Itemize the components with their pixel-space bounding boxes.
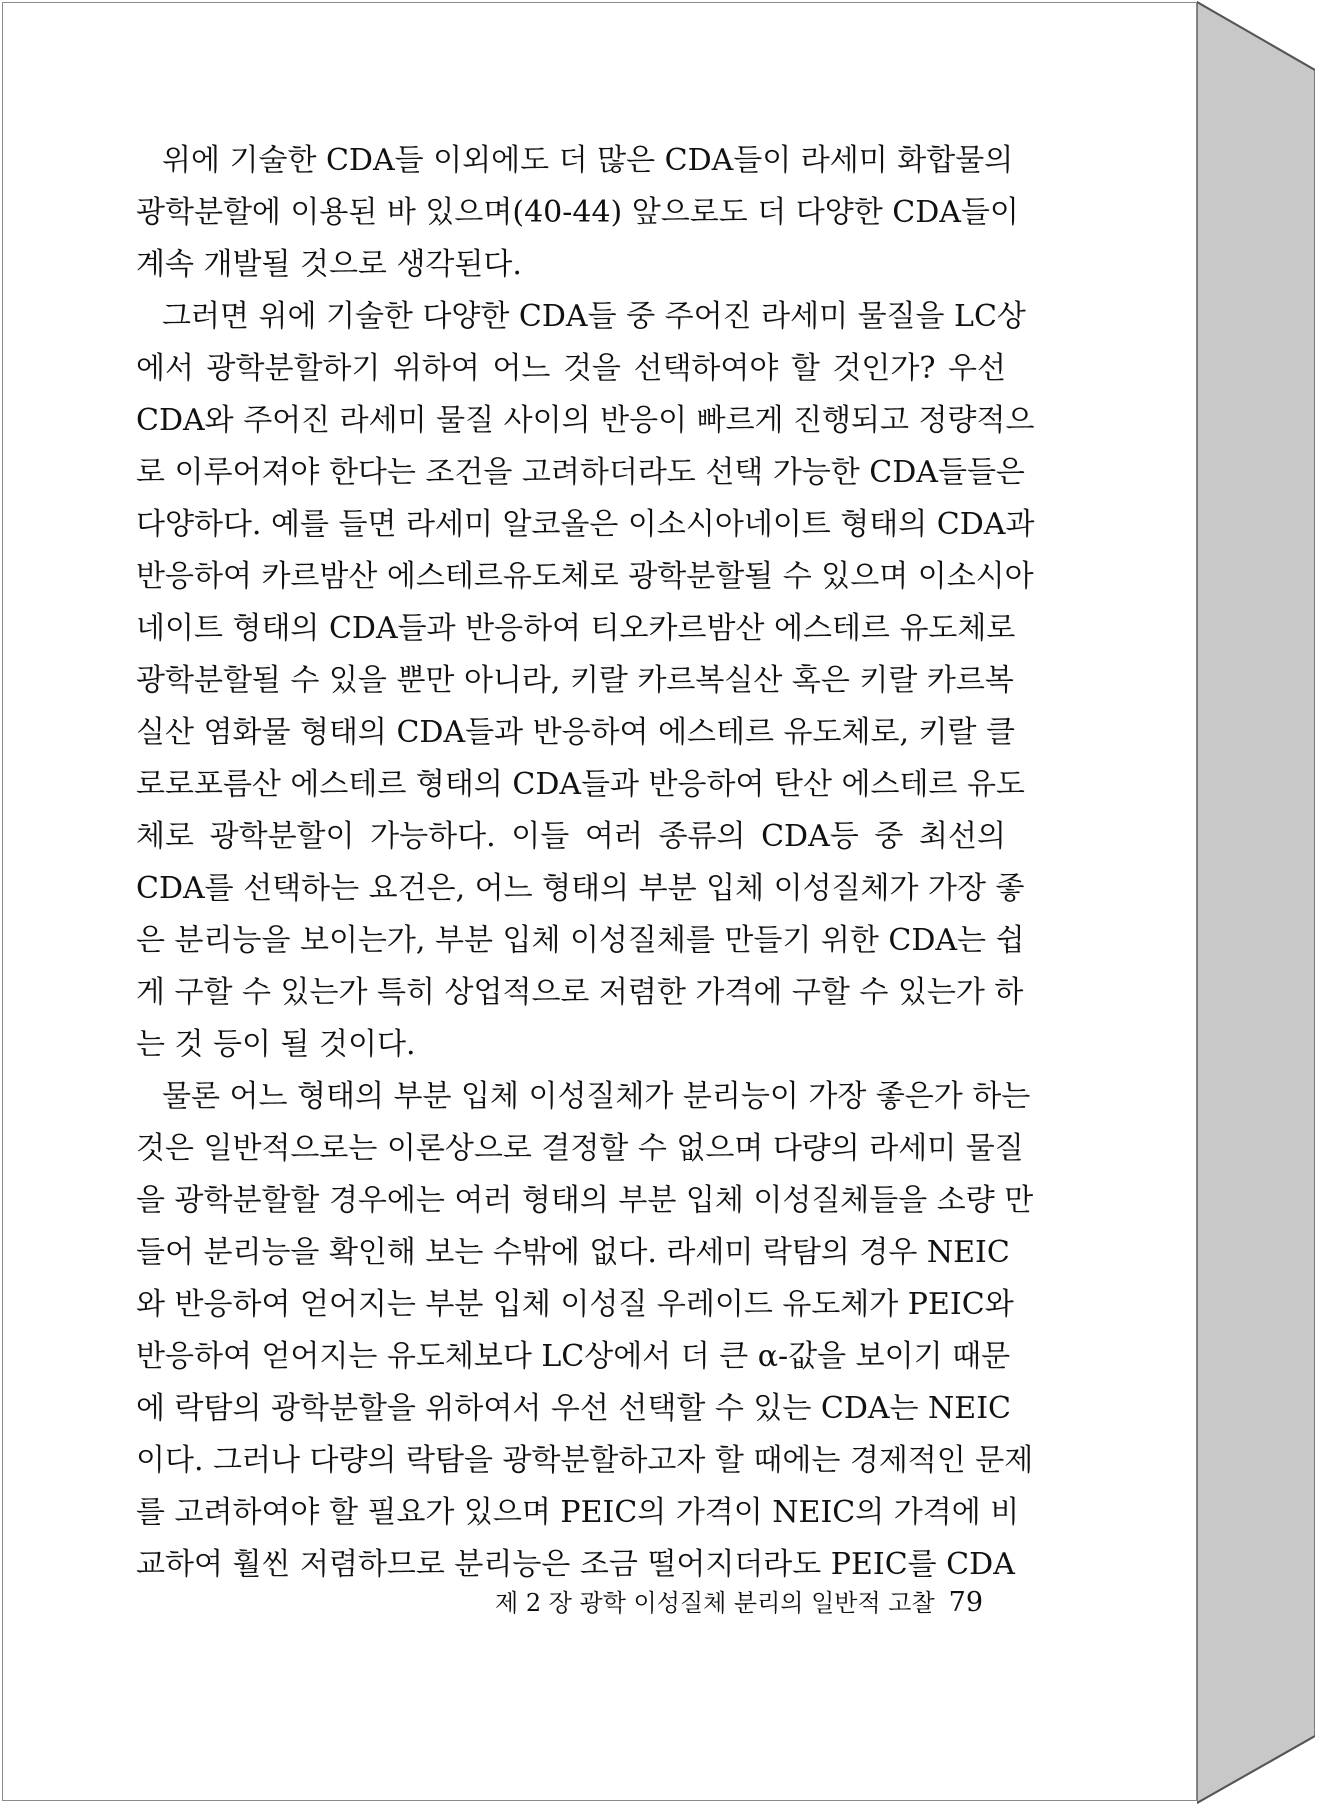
text-line: 게 구할 수 있는가 특히 상업적으로 저렴한 가격에 구할 수 있는가 하 [136,975,1024,1010]
book-page [2,2,1197,1801]
text-line: CDA를 선택하는 요건은, 어느 형태의 부분 입체 이성질체가 가장 좋 [136,871,1025,906]
text-line: 에 락탐의 광학분할을 위하여서 우선 선택할 수 있는 CDA는 NEIC [136,1391,1012,1426]
text-line: 을 광학분할할 경우에는 여러 형태의 부분 입체 이성질체들을 소량 만 [136,1183,1034,1218]
spine-face [1197,2,1315,1803]
book-spine-decoration [1197,0,1315,1806]
text-line: 체로 광학분할이 가능하다. 이들 여러 종류의 CDA등 중 최선의 [136,819,1006,854]
text-line: 와 반응하여 얻어지는 부분 입체 이성질 우레이드 유도체가 PEIC와 [136,1287,1014,1322]
chapter-title: 제 2 장 광학 이성질체 분리의 일반적 고찰 [495,1589,935,1617]
page-footer [473,1583,983,1623]
text-line: 실산 염화물 형태의 CDA들과 반응하여 에스테르 유도체로, 키랄 클 [136,715,1015,750]
text-line: 광학분할될 수 있을 뿐만 아니라, 키랄 카르복실산 혹은 키랄 카르복 [136,663,1014,698]
text-line: 를 고려하여야 할 필요가 있으며 PEIC의 가격이 NEIC의 가격에 비 [136,1495,1020,1530]
text-line: 로 이루어져야 한다는 조건을 고려하더라도 선택 가능한 CDA들들은 [136,455,1025,490]
text-line: 반응하여 얻어지는 유도체보다 LC상에서 더 큰 α-값을 보이기 때문 [136,1339,1011,1374]
text-line: 교하여 훨씬 저렴하므로 분리능은 조금 떨어지더라도 PEIC를 CDA [136,1547,1015,1582]
text-line: 것은 일반적으로는 이론상으로 결정할 수 없으며 다량의 라세미 물질 [136,1131,1024,1166]
text-line: 광학분할에 이용된 바 있으며(40-44) 앞으로도 더 다양한 CDA들이 [136,195,1019,230]
body-text [136,135,1035,1591]
text-line: 들어 분리능을 확인해 보는 수밖에 없다. 라세미 락탐의 경우 NEIC [136,1235,1010,1270]
text-line: 에서 광학분할하기 위하여 어느 것을 선택하여야 할 것인가? 우선 [136,351,1006,386]
text-line: 로로포름산 에스테르 형태의 CDA들과 반응하여 탄산 에스테르 유도 [136,767,1025,802]
text-line: 반응하여 카르밤산 에스테르유도체로 광학분할될 수 있으며 이소시아 [136,559,1034,594]
text-line: 계속 개발될 것으로 생각된다. [136,247,522,282]
text-line: 이다. 그러나 다량의 락탐을 광학분할하고자 할 때에는 경제적인 문제 [136,1443,1034,1478]
text-line: CDA와 주어진 라세미 물질 사이의 반응이 빠르게 진행되고 정량적으 [136,403,1035,438]
text-line: 는 것 등이 될 것이다. [136,1027,416,1062]
text-line: 물론 어느 형태의 부분 입체 이성질체가 분리능이 가장 좋은가 하는 [162,1079,1031,1114]
text-line: 은 분리능을 보이는가, 부분 입체 이성질체를 만들기 위한 CDA는 쉽 [136,923,1025,958]
page-number: 79 [948,1587,983,1618]
text-line: 다양하다. 예를 들면 라세미 알코올은 이소시아네이트 형태의 CDA과 [136,507,1035,542]
text-line: 그러면 위에 기술한 다양한 CDA들 중 주어진 라세미 물질을 LC상 [162,299,1026,334]
text-line: 위에 기술한 CDA들 이외에도 더 많은 CDA들이 라세미 화합물의 [162,143,1014,178]
text-line: 네이트 형태의 CDA들과 반응하여 티오카르밤산 에스테르 유도체로 [136,611,1016,646]
